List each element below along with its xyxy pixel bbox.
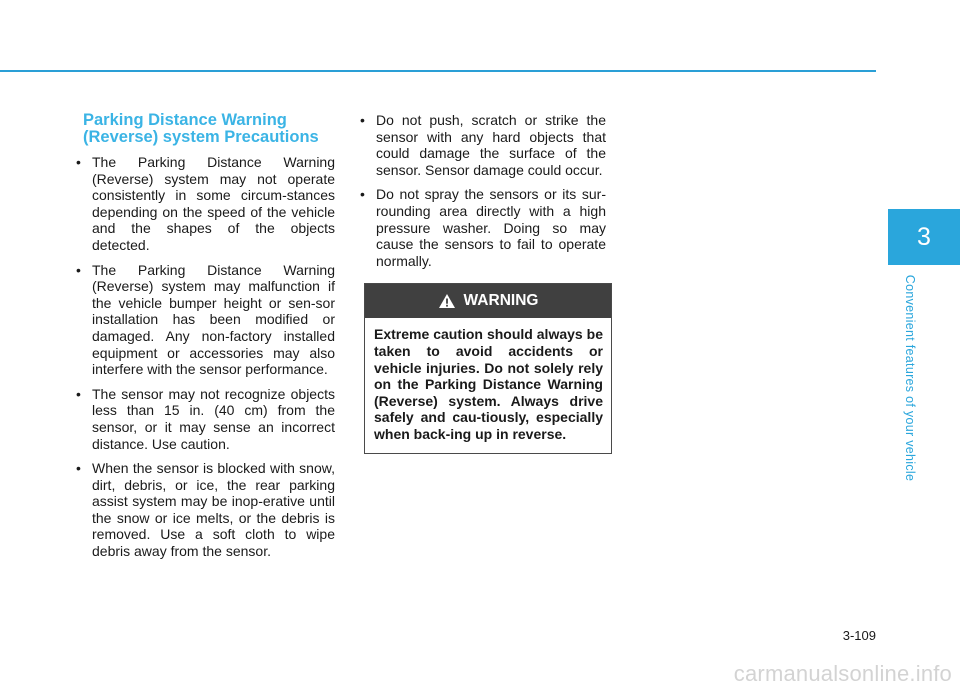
warning-label: WARNING	[463, 292, 539, 310]
warning-text: Extreme caution should always be taken to avoid accidents or vehicle injuries. Do not solely rely on the Parking Distance Warning (Reverse) system. Always drive safely and cau-tiously, especially when back-ing up in reverse.	[374, 326, 603, 442]
right-bullet-list	[356, 112, 606, 269]
section-title-line-1: Parking Distance Warning	[83, 111, 287, 129]
left-bullet-list	[72, 154, 335, 560]
bullet-item: • Do not push, scratch or strike the sensor with any hard objects that could damage the surface of the sensor. Sensor damage could occur.	[356, 112, 606, 178]
header-rule	[0, 70, 876, 72]
bullet-item: • The Parking Distance Warning (Reverse) system may malfunction if the vehicle bumper height or sen-sor installation has been modified or damaged. Any non-factory installed equipment or accessories may also interfere with the sensor performance.	[72, 262, 335, 378]
bullet-item: • Do not spray the sensors or its sur-rounding area directly with a high pressure washer. Doing so may cause the sensors to fail to operate normally.	[356, 186, 606, 269]
section-title-line-2: (Reverse) system Precautions	[83, 128, 319, 146]
chapter-number: 3	[917, 222, 931, 251]
chapter-label-container	[898, 262, 922, 494]
chapter-tab	[888, 209, 960, 265]
right-column	[356, 112, 606, 454]
bullet-item: • The sensor may not recognize objects less than 15 in. (40 cm) from the sensor, or it may sense an incorrect distance. Use caution.	[72, 386, 335, 452]
page-number: 3-109	[842, 628, 876, 643]
watermark: carmanualsonline.info	[733, 661, 952, 686]
bullet-item: • When the sensor is blocked with snow, dirt, debris, or ice, the rear parking assist system may be inop-erative until the snow or ice melts, or the debris is removed. Use a soft cloth to wipe debris away from the sensor.	[72, 460, 335, 560]
section-title	[83, 112, 335, 146]
warning-triangle-icon	[438, 293, 456, 309]
warning-box	[364, 283, 612, 453]
left-column	[72, 112, 335, 568]
bullet-item: • The Parking Distance Warning (Reverse) system may not operate consistently in some circum-stances depending on the speed of the vehicle and the shapes of the objects detected.	[72, 154, 335, 254]
warning-header	[365, 284, 611, 318]
chapter-label: Convenient features of your vehicle	[903, 274, 918, 482]
